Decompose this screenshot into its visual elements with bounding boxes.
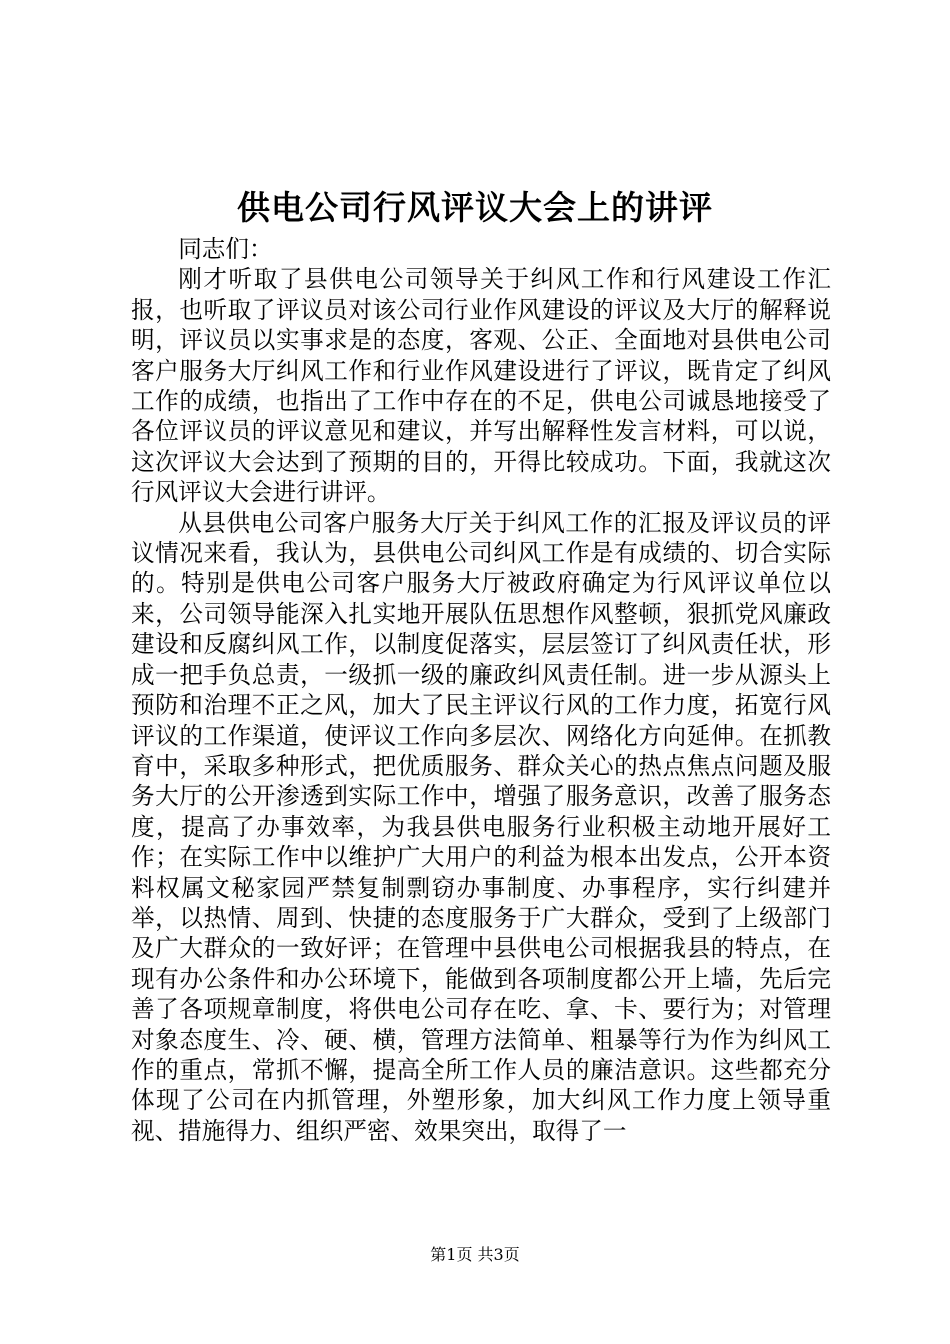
- greeting-line: 同志们：: [178, 235, 273, 263]
- document-title: 供电公司行风评议大会上的讲评: [237, 188, 713, 227]
- body-paragraph-2: 从县供电公司客户服务大厅关于纠风工作的汇报及评议员的评议情况来看，我认为，县供电公司纠风工作是有成绩的、切合实际的。特别是供电公司客户服务大厅被政府确定为行风评议单位以来，公司领导能深入扎实地开展队伍思想作风整顿，狠抓党风廉政建设和反腐纠风工作，以制度促落实，层层签订了纠风责任状，形成一把手负总责，一级抓一级的廉政纠风责任制。进一步从源头上预防和治理不正之风，加大了民主评议行风的工作力度，拓宽行风评议的工作渠道，使评议工作向多层次、网络化方向延伸。在抓教育中，采取多种形式，把优质服务、群众关心的热点焦点问题及服务大厅的公开渗透到实际工作中，增强了服务意识，改善了服务态度，提高了办事效率，为我县供电服务行业积极主动地开展好工作；在实际工作中以维护广大用户的利益为根本出发点，公开本资料权属文秘家园严禁复制剽窃办事制度、办事程序，实行纠建并举，以热情、周到、快捷的态度服务于广大群众，受到了上级部门及广大群众的一致好评；在管理中县供电公司根据我县的特点，在现有办公条件和办公环境下，能做到各项制度都公开上墙，先后完善了各项规章制度，将供电公司存在吃、拿、卡、要行为；对管理对象态度生、冷、硬、横，管理方法简单、粗暴等行为作为纠风工作的重点，常抓不懈，提高全所工作人员的廉洁意识。这些都充分体现了公司在内抓管理，外塑形象，加大纠风工作力度上领导重视、措施得力、组织严密、效果突出，取得了一: [131, 508, 831, 1145]
- document-body: [131, 234, 831, 1146]
- page-number-footer: 第1页 共3页: [430, 1245, 520, 1264]
- body-paragraph-1: 刚才听取了县供电公司领导关于纠风工作和行风建设工作汇报，也听取了评议员对该公司行业作风建设的评议及大厅的解释说明，评议员以实事求是的态度，客观、公正、全面地对县供电公司客户服务大厅纠风工作和行业作风建设进行了评议，既肯定了纠风工作的成绩，也指出了工作中存在的不足，供电公司诚恳地接受了各位评议员的评议意见和建议，并写出解释性发言材料，可以说，这次评议大会达到了预期的目的，开得比较成功。下面，我就这次行风评议大会进行讲评。: [131, 265, 831, 507]
